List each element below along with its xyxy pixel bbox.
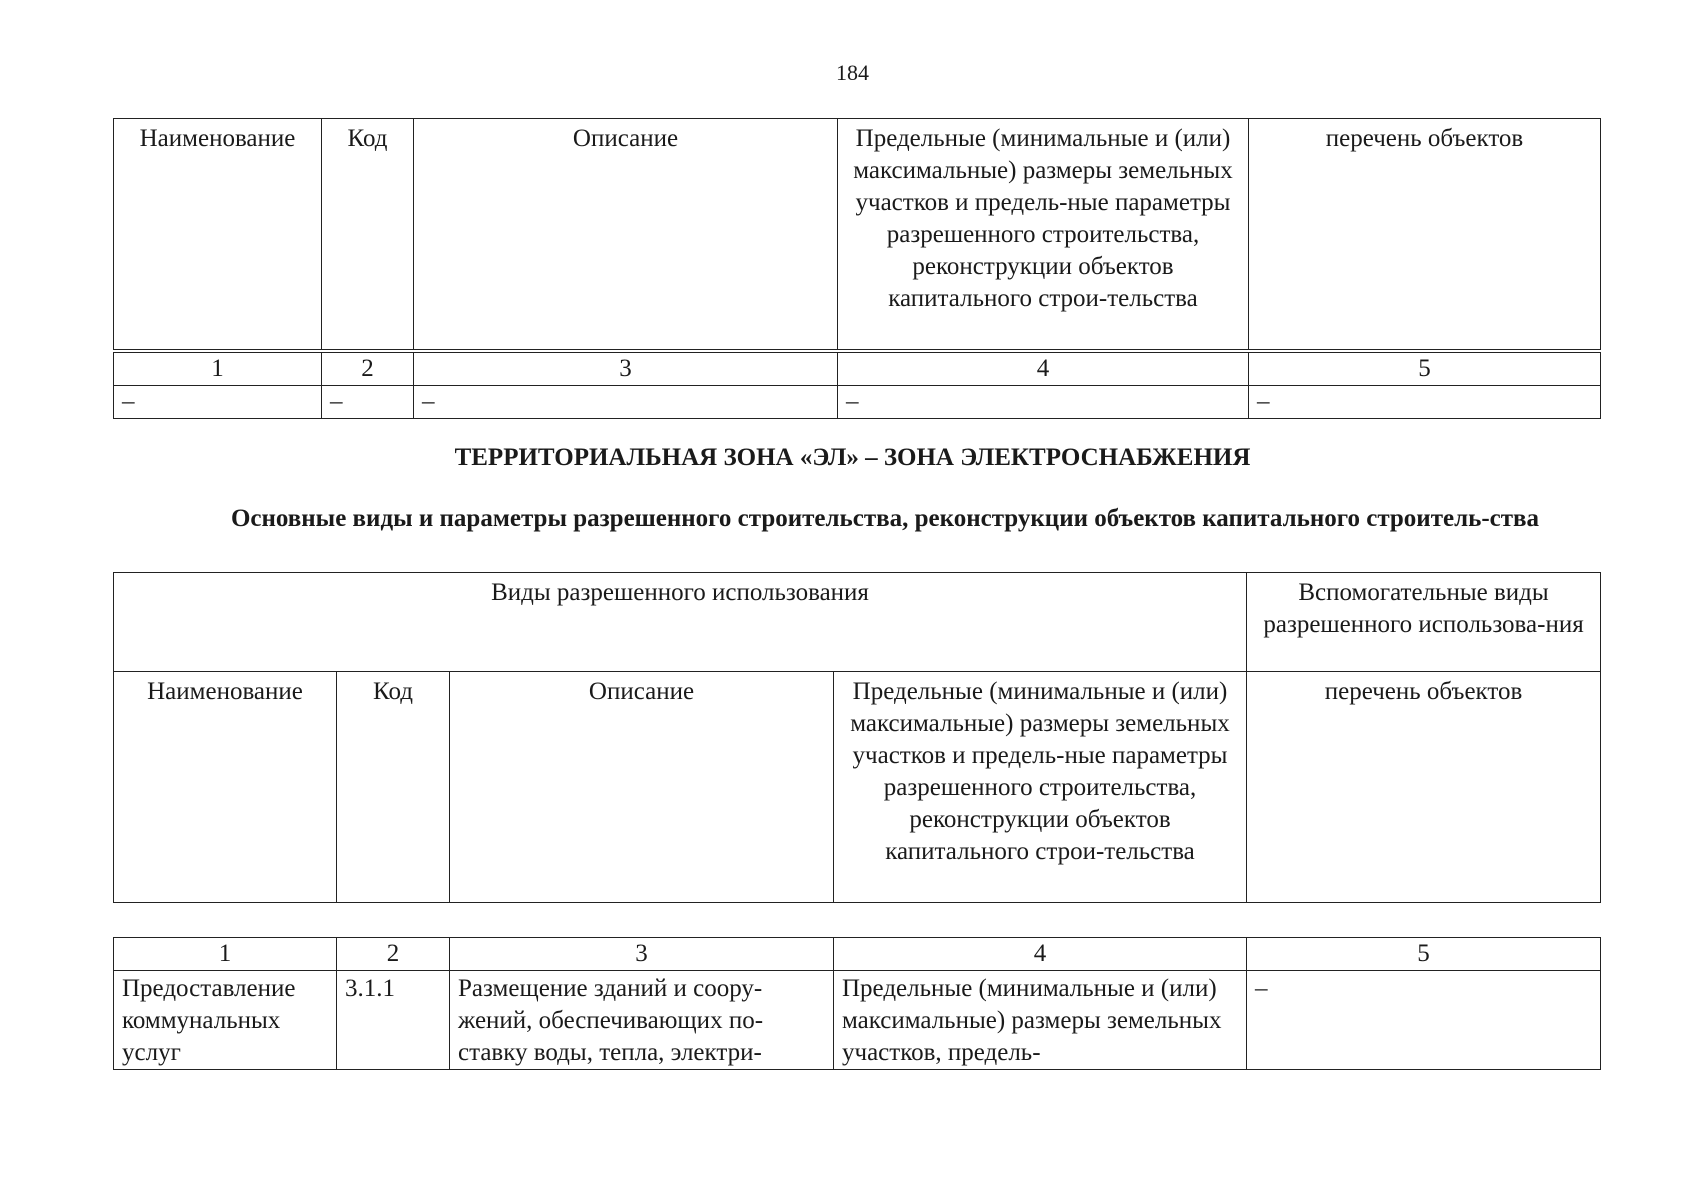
column-number: 1 <box>114 938 337 971</box>
zone-header-table <box>113 572 1601 903</box>
empty-cell: – <box>322 386 414 419</box>
column-number: 4 <box>834 938 1247 971</box>
column-number: 2 <box>322 351 414 386</box>
header-limits: Предельные (минимальные и (или) максимальные) размеры земельных участков и предель-ные параметры разрешенного строительства, реконструкции объектов капитального строи-тельства <box>838 119 1249 352</box>
header-name: Наименование <box>114 672 337 903</box>
auxiliary-uses-header: Вспомогательные виды разрешенного использова-ния <box>1247 573 1601 672</box>
table-row <box>114 386 1601 419</box>
page-number: 184 <box>836 60 869 85</box>
zone-body-table <box>113 937 1601 1070</box>
empty-cell: – <box>114 386 322 419</box>
header-limits: Предельные (минимальные и (или) максимальные) размеры земельных участков и предель-ные параметры разрешенного строительства, реконструкции объектов капитального строи-тельства <box>834 672 1247 903</box>
header-code: Код <box>337 672 450 903</box>
empty-cell: – <box>414 386 838 419</box>
objects-cell: – <box>1247 971 1601 1070</box>
use-name-cell: Предоставление коммунальных услуг <box>114 971 337 1070</box>
table-header-row <box>114 119 1601 352</box>
header-code: Код <box>322 119 414 352</box>
use-code-cell: 3.1.1 <box>337 971 450 1070</box>
column-number: 1 <box>114 351 322 386</box>
header-objects: перечень объектов <box>1247 672 1601 903</box>
column-number: 5 <box>1247 938 1601 971</box>
column-number: 5 <box>1249 351 1601 386</box>
column-number: 3 <box>450 938 834 971</box>
header-name: Наименование <box>114 119 322 352</box>
column-number-row <box>114 938 1601 971</box>
header-objects: перечень объектов <box>1249 119 1601 352</box>
table-row <box>114 971 1601 1070</box>
section-subtitle: Основные виды и параметры разрешенного строительства, реконструкции объектов капитального строитель-ства <box>230 505 1540 532</box>
table-header-row <box>114 672 1601 903</box>
header-description: Описание <box>450 672 834 903</box>
column-number: 3 <box>414 351 838 386</box>
column-number: 2 <box>337 938 450 971</box>
column-number: 4 <box>838 351 1249 386</box>
use-limits-cell: Предельные (минимальные и (или) максимальные) размеры земельных участков, предель- <box>834 971 1247 1070</box>
group-header-row <box>114 573 1601 672</box>
empty-cell: – <box>838 386 1249 419</box>
header-description: Описание <box>414 119 838 352</box>
permitted-uses-header: Виды разрешенного использования <box>114 573 1247 672</box>
zone-title: ТЕРРИТОРИАЛЬНАЯ ЗОНА «ЭЛ» – ЗОНА ЭЛЕКТРОСНАБЖЕНИЯ <box>454 444 1251 471</box>
use-description-cell: Размещение зданий и соору-жений, обеспечивающих по-ставку воды, тепла, электри- <box>450 971 834 1070</box>
previous-zone-table <box>113 118 1601 419</box>
empty-cell: – <box>1249 386 1601 419</box>
column-number-row <box>114 351 1601 386</box>
